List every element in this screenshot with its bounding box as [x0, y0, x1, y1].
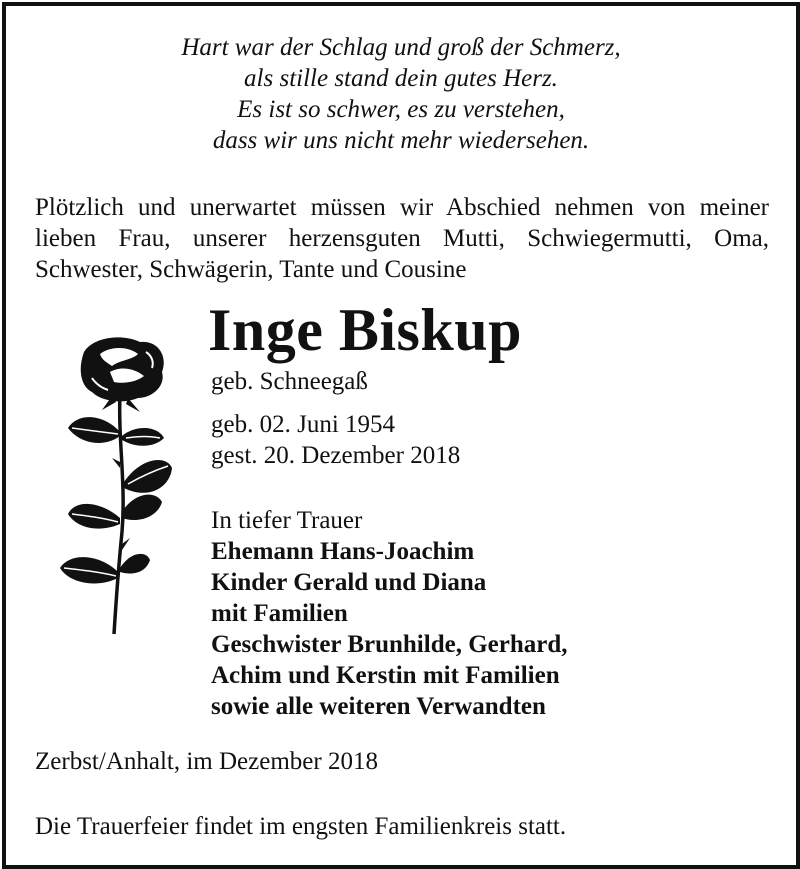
- mourner-line: mit Familien: [211, 600, 348, 627]
- place-date: Zerbst/Anhalt, im Dezember 2018: [35, 748, 378, 775]
- mourner-line: sowie alle weiteren Verwandten: [211, 693, 546, 720]
- poem-line: Hart war der Schlag und groß der Schmerz,: [181, 34, 621, 61]
- mourners-list: [211, 505, 567, 722]
- poem-line: Es ist so schwer, es zu verstehen,: [237, 96, 565, 123]
- rose-icon: [54, 332, 184, 642]
- deceased-name: Inge Biskup: [208, 297, 522, 363]
- memorial-poem: [6, 32, 796, 156]
- maiden-name: geb. Schneegaß: [211, 368, 368, 395]
- funeral-notice: Die Trauerfeier findet im engsten Familienkreis statt.: [35, 813, 567, 840]
- obituary-frame: [2, 2, 800, 869]
- mourner-line: Geschwister Brunhilde, Gerhard,: [211, 631, 568, 658]
- poem-line: dass wir uns nicht mehr wiedersehen.: [212, 127, 590, 154]
- poem-line: als stille stand dein gutes Herz.: [244, 65, 558, 92]
- life-dates: [211, 409, 460, 471]
- death-date: gest. 20. Dezember 2018: [211, 442, 461, 469]
- mourner-line: Kinder Gerald und Diana: [211, 569, 487, 596]
- mourner-line: Ehemann Hans-Joachim: [211, 538, 475, 565]
- mourner-line: Achim und Kerstin mit Familien: [211, 662, 560, 689]
- mourning-heading: In tiefer Trauer: [211, 507, 363, 534]
- birth-date: geb. 02. Juni 1954: [211, 411, 396, 438]
- intro-text: Plötzlich und unerwartet müssen wir Abschied nehmen von meiner lieben Frau, unserer herzensguten Mutti, Schwiegermutti, Oma, Schwester, Schwägerin, Tante und Cousine: [35, 194, 769, 283]
